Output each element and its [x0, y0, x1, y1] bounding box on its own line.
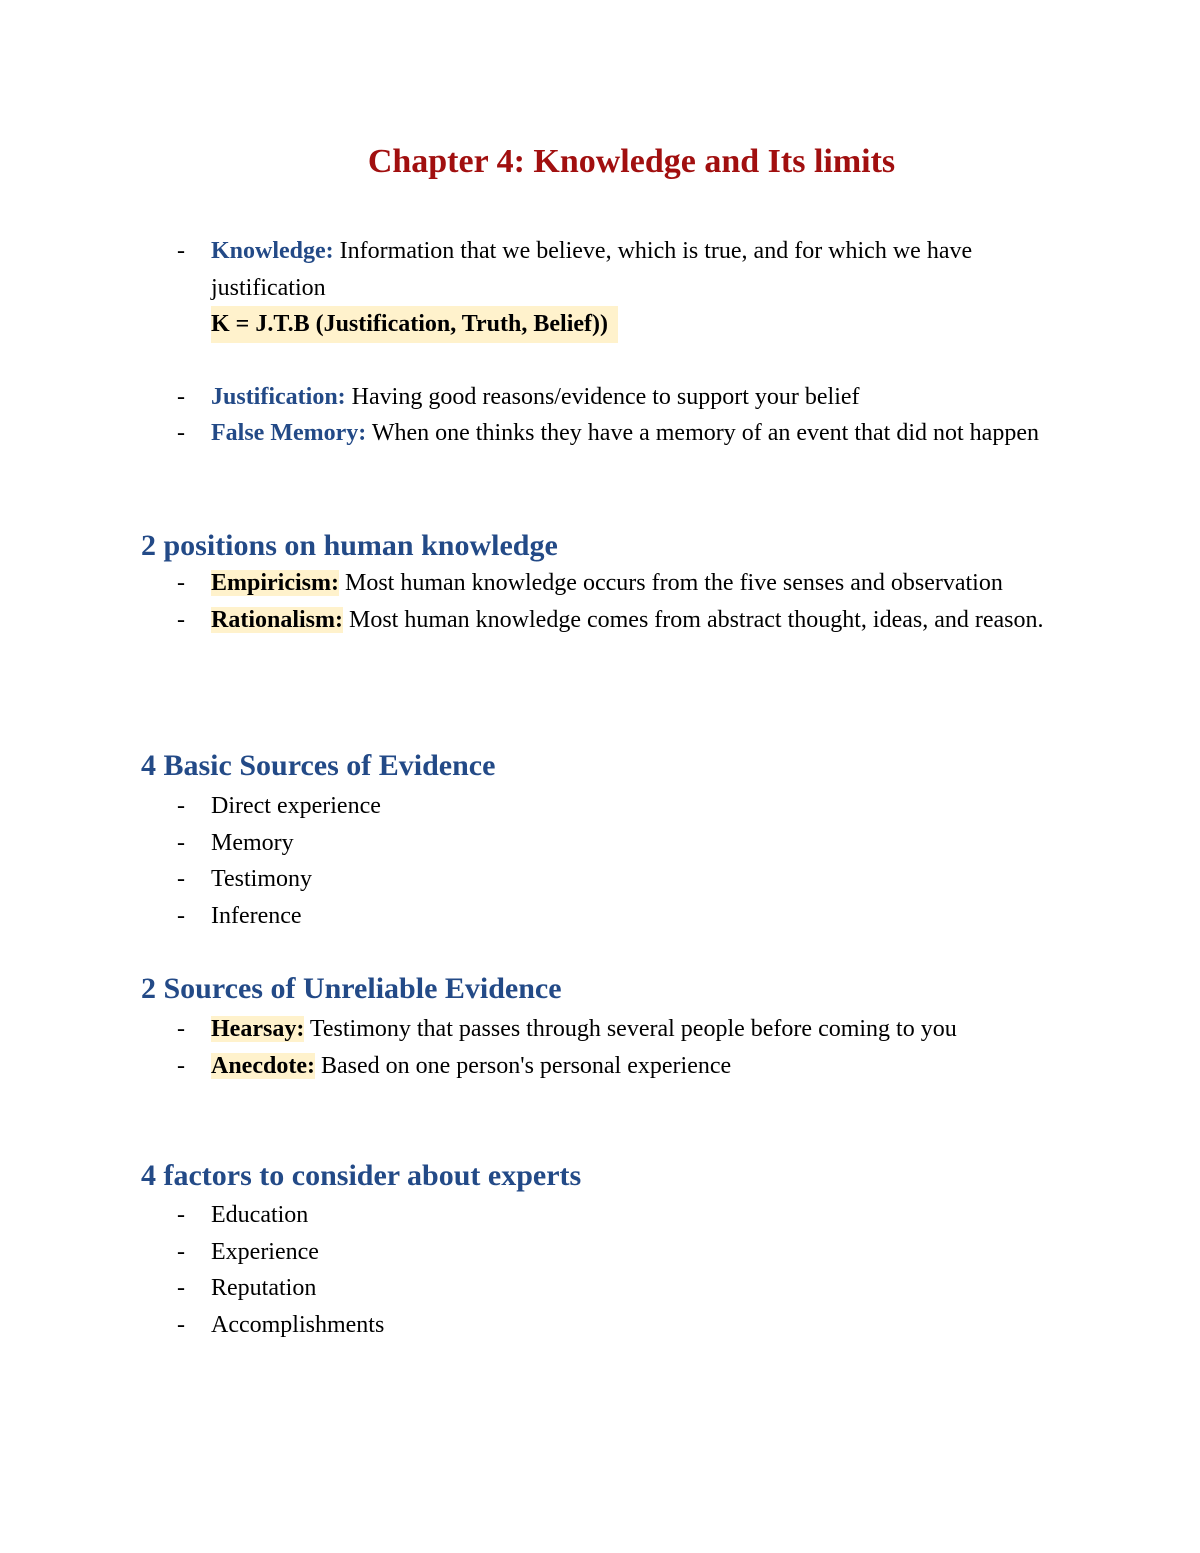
experts-list [0, 1197, 1051, 1343]
unreliable-text: Testimony that passes through several people before coming to you [309, 1016, 957, 1042]
position-term: Rationalism: [211, 606, 343, 633]
list-item: - Testimony [0, 861, 1051, 898]
section-heading-positions: 2 positions on human knowledge [141, 529, 558, 562]
list-item: - Direct experience [0, 788, 1051, 825]
list-item: - Experience [0, 1234, 1051, 1271]
list-item [0, 602, 1051, 639]
formula: K = J.T.B (Justification, Truth, Belief)) [211, 306, 618, 343]
definition-term: Knowledge: [211, 238, 334, 264]
definition-text: When one thinks they have a memory of an event that did not happen [371, 420, 1039, 446]
definition-term: Justification: [211, 383, 346, 410]
list-item: - Education [0, 1197, 1051, 1234]
definition-term: False Memory: [211, 420, 367, 446]
list-item [0, 233, 1051, 343]
list-item [0, 415, 1051, 452]
list-item [0, 565, 1051, 602]
page-title: Chapter 4: Knowledge and Its limits [367, 143, 896, 180]
sources-list [0, 788, 1051, 934]
definition-text: Information that we believe, which is true, and for which we have justification [211, 238, 973, 301]
list-item: - Accomplishments [0, 1307, 1051, 1344]
list-item [0, 1048, 1051, 1085]
definitions-list [0, 233, 1051, 452]
section-heading-experts: 4 factors to consider about experts [141, 1159, 582, 1192]
positions-list [0, 565, 1051, 638]
position-text: Most human knowledge occurs from the five senses and observation [344, 570, 1003, 596]
list-item: - Reputation [0, 1270, 1051, 1307]
section-heading-unreliable: 2 Sources of Unreliable Evidence [141, 972, 562, 1005]
list-item [0, 1011, 1051, 1048]
position-term: Empiricism: [211, 570, 339, 596]
unreliable-text: Based on one person's personal experience [320, 1052, 732, 1079]
list-item: - Memory [0, 825, 1051, 862]
list-item [0, 379, 1051, 416]
unreliable-list [0, 1011, 1051, 1084]
unreliable-term: Hearsay: [211, 1016, 305, 1042]
list-item: - Inference [0, 898, 1051, 935]
section-heading-sources: 4 Basic Sources of Evidence [141, 749, 496, 782]
definition-text: Having good reasons/evidence to support your belief [351, 383, 860, 410]
position-text: Most human knowledge comes from abstract thought, ideas, and reason. [349, 606, 1044, 633]
unreliable-term: Anecdote: [211, 1052, 315, 1079]
